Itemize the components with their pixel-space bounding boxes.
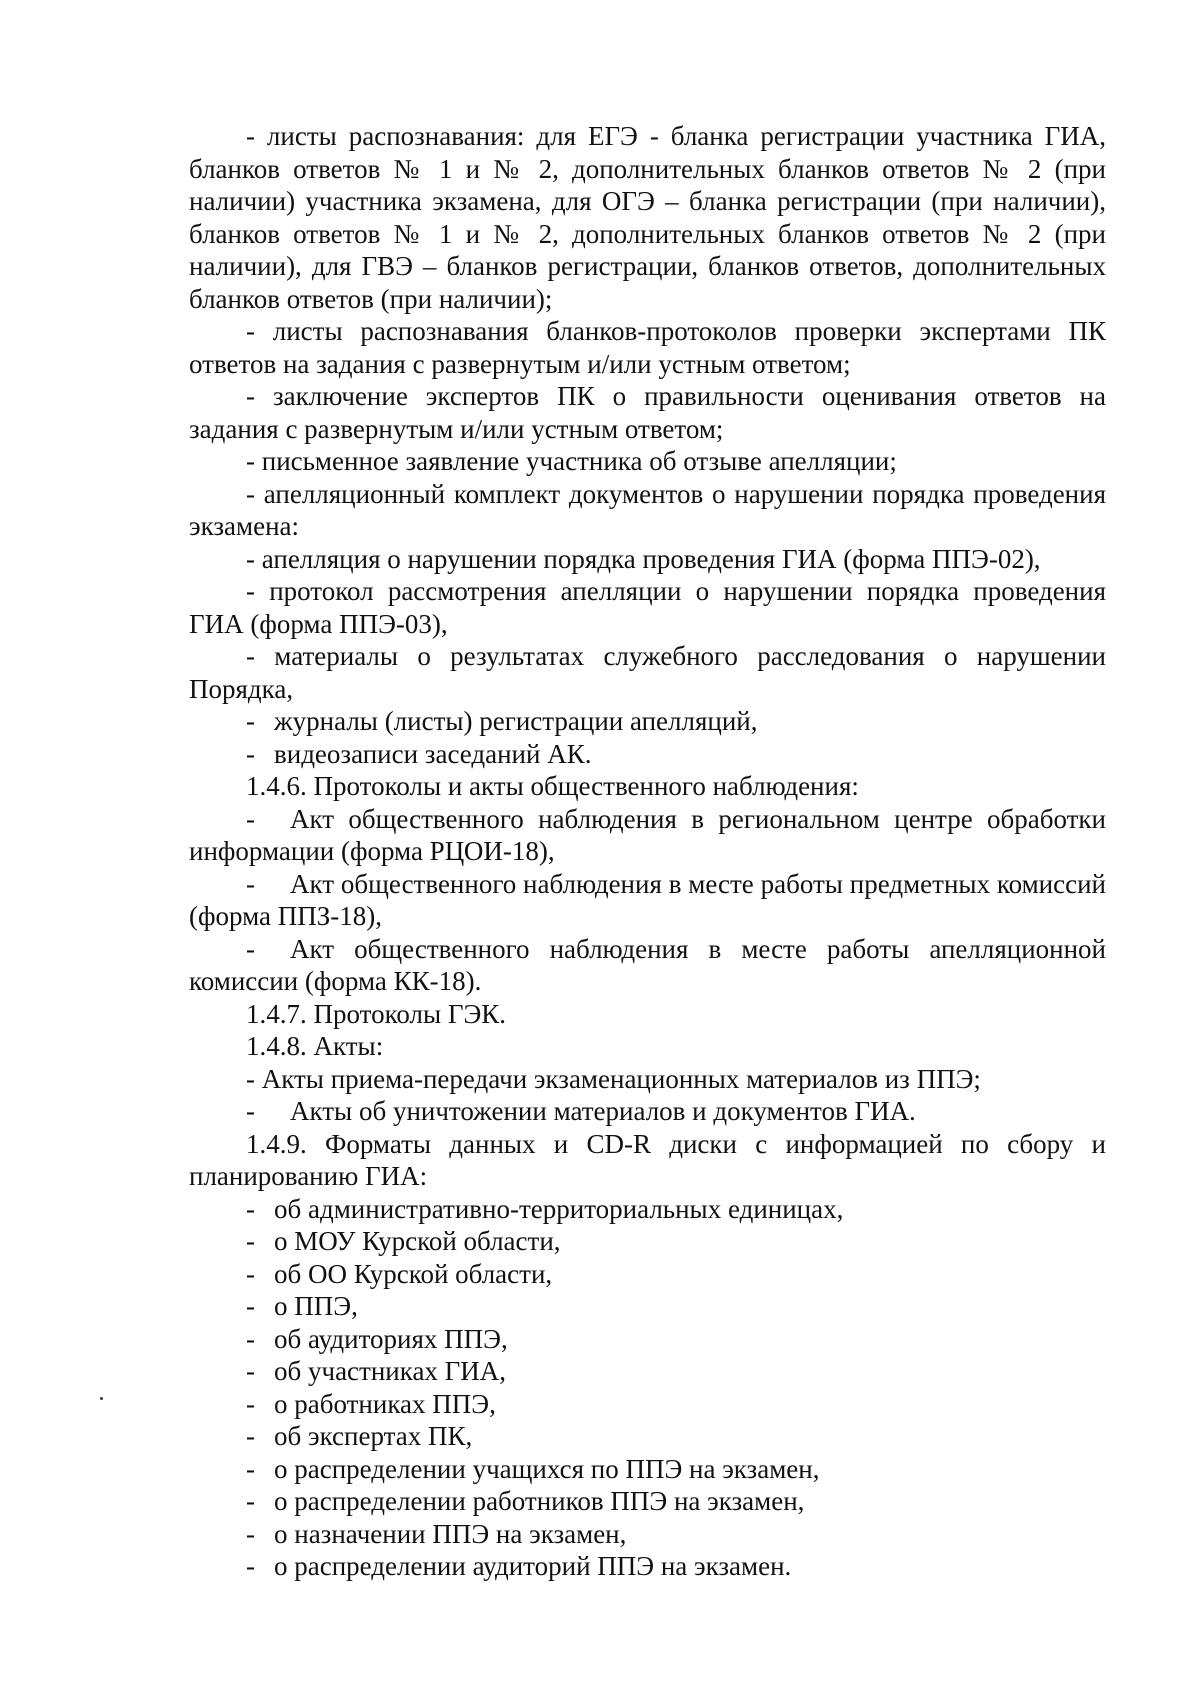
dash-marker: - (246, 1193, 255, 1224)
list-item (189, 1453, 1106, 1486)
paragraph-transfer-acts: - Акты приема-передачи экзаменационных материалов из ППЭ; (246, 1063, 981, 1094)
dash-marker: - (246, 1323, 255, 1354)
act-item-text: Акт общественного наблюдения в региональном центре обработки информации (форма РЦОИ-18), (189, 803, 1106, 866)
list-item-text: об ОО Курской области, (274, 1258, 553, 1289)
dash-marker: - (246, 738, 255, 769)
list-item-text: видеозаписи заседаний АК. (274, 738, 592, 769)
act-item-text: Акт общественного наблюдения в месте работы апелляционной комиссии (форма КК-18). (189, 933, 1106, 996)
list-item-text: о МОУ Курской области, (274, 1226, 561, 1256)
list-item (189, 705, 1106, 738)
section-heading-1-4-8: 1.4.8. Акты: (246, 1031, 384, 1061)
data-formats-list (189, 1193, 1106, 1583)
act-item (189, 803, 1106, 868)
dash-marker: - (246, 1291, 255, 1321)
list-item (189, 1485, 1106, 1518)
list-item-text: об участниках ГИА, (274, 1356, 507, 1386)
dash-marker: - (246, 1226, 255, 1256)
dash-marker: - (246, 933, 255, 964)
list-item-text: об административно-территориальных единицах, (274, 1193, 844, 1224)
dash-marker: - (246, 1421, 255, 1451)
list-item (189, 1388, 1106, 1421)
list-item-text: о распределении работников ППЭ на экзамен, (274, 1486, 805, 1516)
list-item (189, 1323, 1106, 1356)
list-item-text: об аудиториях ППЭ, (274, 1323, 508, 1354)
dash-marker: - (246, 1453, 255, 1484)
list-item-text: о распределении учащихся по ППЭ на экзамен, (274, 1453, 820, 1484)
list-item (189, 1290, 1106, 1323)
paragraph-appeal-withdrawal: - письменное заявление участника об отзыве апелляции; (246, 446, 897, 476)
dash-marker: - (246, 1258, 255, 1289)
dash-marker: - (246, 1096, 255, 1126)
dash-marker: - (246, 1518, 255, 1549)
list-item (189, 1193, 1106, 1226)
list-item (189, 1225, 1106, 1258)
dash-marker: - (246, 706, 255, 736)
list-item (189, 1550, 1106, 1583)
scan-speck (100, 1397, 103, 1400)
appeal-records-list (189, 705, 1106, 770)
act-item (189, 933, 1106, 998)
dash-marker: - (246, 803, 255, 834)
dash-marker: - (246, 868, 255, 899)
list-item (189, 1518, 1106, 1551)
section-heading-1-4-6: 1.4.6. Протоколы и акты общественного наблюдения: (246, 771, 859, 801)
dash-marker: - (246, 1356, 255, 1386)
act-destruction-item (189, 1095, 1106, 1128)
act-destruction-text: Акты об уничтожении материалов и документов ГИА. (290, 1096, 916, 1126)
list-item-text: о назначении ППЭ на экзамен, (274, 1518, 627, 1549)
paragraph-protocol-sheets: - листы распознавания бланков-протоколов проверки экспертами ПК ответов на задания с развернутым и/или устным ответом; (189, 316, 1106, 379)
paragraph-experts-conclusion: - заключение экспертов ПК о правильности оценивания ответов на задания с развернутым и/или устным ответом; (189, 381, 1106, 444)
paragraph-appeal-violation: - апелляция о нарушении порядка проведения ГИА (форма ППЭ-02), (246, 543, 1041, 574)
paragraph-investigation-materials: - материалы о результатах служебного расследования о нарушении Порядка, (189, 641, 1106, 704)
document-body (189, 120, 1106, 1583)
list-item (189, 738, 1106, 771)
list-item (189, 1258, 1106, 1291)
section-heading-1-4-9: 1.4.9. Форматы данных и CD-R диски с информацией по сбору и планированию ГИА: (189, 1128, 1106, 1191)
list-item (189, 1355, 1106, 1388)
paragraph-appeal-protocol: - протокол рассмотрения апелляции о нарушении порядка проведения ГИА (форма ППЭ-03), (189, 576, 1106, 639)
dash-marker: - (246, 1486, 255, 1516)
section-heading-1-4-7: 1.4.7. Протоколы ГЭК. (246, 998, 507, 1029)
list-item (189, 1420, 1106, 1453)
act-item (189, 868, 1106, 933)
paragraph-recognition-sheets: - листы распознавания: для ЕГЭ - бланка регистрации участника ГИА, бланков ответов № 1 и № 2, дополнительных бланков ответов № 2 (при наличии) участника экзамена, для ОГЭ – бланка регистрации (при наличии), бланков ответов № 1 и № 2, дополнительных бланков ответов № 2 (при наличии), для ГВЭ – бланков регистрации, бланков ответов, дополнительных бланков ответов (при наличии); (189, 121, 1106, 314)
act-item-text: Акт общественного наблюдения в месте работы предметных комиссий (форма ППЗ-18), (189, 868, 1106, 931)
list-item-text: об экспертах ПК, (274, 1421, 473, 1451)
list-item-text: о работниках ППЭ, (274, 1388, 496, 1419)
list-item-text: о распределении аудиторий ППЭ на экзамен. (274, 1551, 792, 1581)
dash-marker: - (246, 1388, 255, 1419)
dash-marker: - (246, 1551, 255, 1581)
list-item-text: журналы (листы) регистрации апелляций, (274, 706, 758, 736)
list-item-text: о ППЭ, (274, 1291, 358, 1321)
paragraph-appeal-package: - апелляционный комплект документов о нарушении порядка проведения экзамена: (189, 478, 1106, 541)
